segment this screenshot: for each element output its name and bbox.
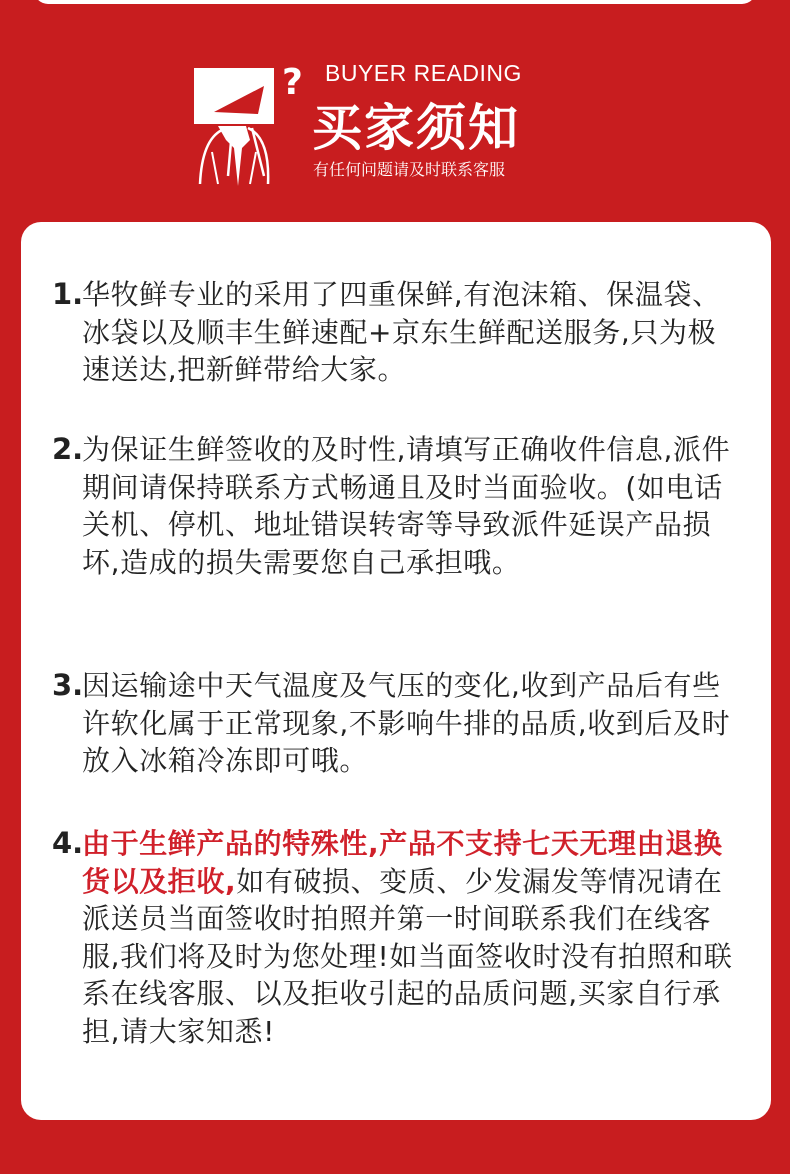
svg-text:?: ?: [282, 62, 303, 103]
item-text: 华牧鲜专业的采用了四重保鲜,有泡沫箱、保温袋、冰袋以及顺丰生鲜速配+京东生鲜配送服务,只为极速送达,把新鲜带给大家。: [82, 278, 721, 386]
item-text: 为保证生鲜签收的及时性,请填写正确收件信息,派件期间请保持联系方式畅通且及时当面验收。(如电话关机、停机、地址错误转寄等导致派件延误产品损坏,造成的损失需要您自己承担哦。: [82, 433, 731, 579]
item-number: 3.: [52, 668, 84, 702]
item-text: 如有破损、变质、少发漏发等情况请在派送员当面签收时拍照并第一时间联系我们在线客服,我们将及时为您处理!如当面签收时没有拍照和联系在线客服、以及拒收引起的品质问题,买家自行承担,请大家知悉!: [82, 864, 733, 1048]
item-highlight-text: 由于生鲜产品的特殊性,产品不支持七天无理由退换货以及拒收,: [82, 827, 723, 898]
item-text-container: [52, 825, 742, 1050]
notice-item-1: [52, 276, 742, 389]
header: [0, 0, 790, 220]
item-number: 4.: [52, 826, 84, 860]
item-text: 因运输途中天气温度及气压的变化,收到产品后有些许软化属于正常现象,不影响牛排的品质,收到后及时放入冰箱冷冻即可哦。: [82, 669, 731, 777]
page-title: 买家须知: [312, 99, 520, 157]
buyer-question-icon: [188, 56, 308, 186]
header-subtitle: 有任何问题请及时联系客服: [313, 160, 506, 179]
notice-item-3: [52, 667, 742, 780]
header-eyebrow: BUYER READING: [325, 60, 522, 86]
item-number: 1.: [52, 277, 84, 311]
notice-item-2: [52, 431, 742, 581]
item-number: 2.: [52, 432, 84, 466]
notice-item-4: [52, 825, 742, 1050]
